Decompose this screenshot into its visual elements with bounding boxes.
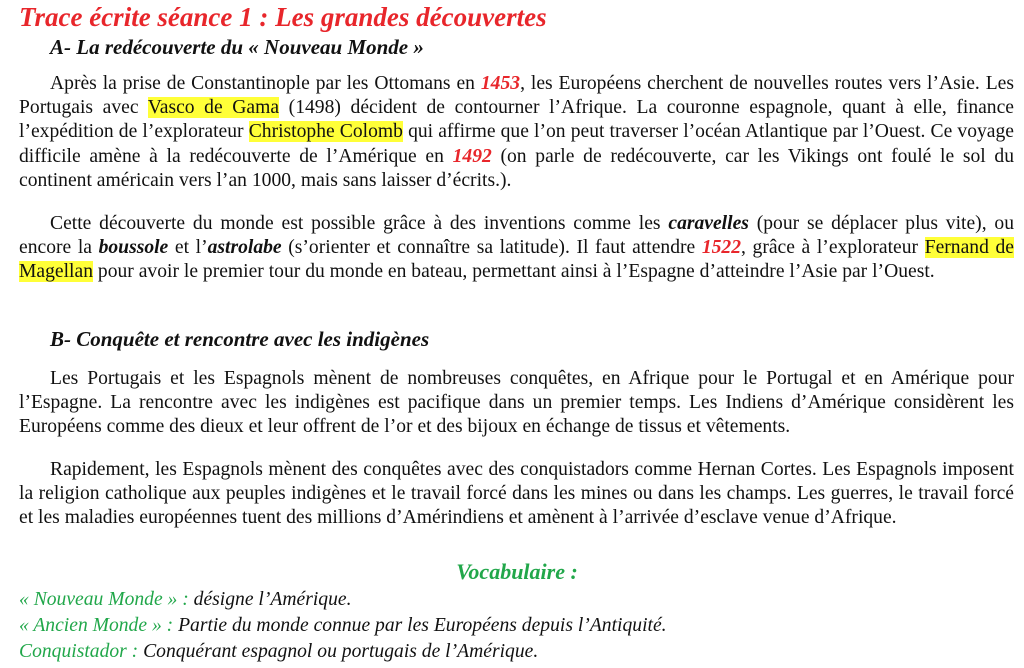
section-b-heading: B- Conquête et rencontre avec les indigènes (50, 327, 430, 351)
document-title: Trace écrite séance 1 : Les grandes découvertes (19, 2, 547, 32)
vocabulary-entry (19, 640, 538, 664)
highlight-fernand-de-magellan: Fernand de Magellan (19, 237, 1014, 283)
date-1492: 1492 (452, 145, 492, 167)
vocabulary-entry (19, 588, 351, 612)
section-a-heading: A- La redécouverte du « Nouveau Monde » (50, 35, 424, 59)
keyword-caravelles: caravelles (668, 213, 749, 234)
keyword-astrolabe: astrolabe (207, 237, 282, 259)
keyword-boussole: boussole (98, 237, 169, 259)
vocabulary-definition: Partie du monde connue par les Européens depuis l’Antiquité. (173, 615, 667, 636)
vocabulary-definition: désigne l’Amérique. (188, 589, 352, 610)
vocabulary-term: « Nouveau Monde » : (19, 589, 189, 610)
vocabulary-term: Conquistador : (19, 641, 139, 662)
vocabulary-definition: Conquérant espagnol ou portugais de l’Amérique. (138, 641, 539, 662)
highlight-christophe-colomb: Christophe Colomb (248, 121, 403, 143)
section-a-paragraph-2: Cette découverte du monde est possible grâce à des inventions comme les caravelles (pour se déplacer plus vite), ou encore la boussole et l’astrolabe (s’orienter et connaître sa latitude). Il faut attendre 1522, grâce à l’explorateur Fernand de Magellan pour avoir le premier tour du monde en bateau, permettant ainsi à l’Espagne d’atteindre l’Asie par l’Ouest. (19, 213, 1015, 283)
section-b-paragraph-2: Rapidement, les Espagnols mènent des conquêtes avec des conquistadors comme Hernan Cortes. Les Espagnols imposent la religion catholique aux peuples indigènes et le travail forcé dans les mines ou dans les champs. Les guerres, le travail forcé et les maladies européennes tuent des millions d’Amérindiens et amènent à l’arrivée d’esclave venue d’Afrique. (19, 459, 1014, 529)
vocabulary-heading: Vocabulaire : (456, 559, 578, 584)
date-1453: 1453 (480, 73, 521, 94)
section-a-paragraph-1: Après la prise de Constantinople par les Ottomans en 1453, les Européens cherchent de nouvelles routes vers l’Asie. Les Portugais avec Vasco de Gama (1498) décident de contourner l’Afrique. La couronne espagnole, quant à elle, finance l’expédition de l’explorateur Christophe Colomb qui affirme que l’on peut traverser l’océan Atlantique par l’Ouest. Ce voyage difficile amène à la redécouverte de l’Amérique en 1492 (on parle de redécouverte, car les Vikings ont foulé le sol du continent américain vers l’an 1000, mais sans laisser d’écrits.). (19, 73, 1015, 191)
section-b-paragraph-1: Les Portugais et les Espagnols mènent de nombreuses conquêtes, en Afrique pour le Portugal et en Amérique pour l’Espagne. La rencontre avec les indigènes est pacifique dans un premier temps. Les Indiens d’Amérique considèrent les Européens comme des dieux et leur offrent de l’or et des bijoux en échange de tissus et vêtements. (19, 368, 1014, 438)
vocabulary-entry (19, 614, 667, 638)
date-1522: 1522 (701, 237, 742, 259)
vocabulary-term: « Ancien Monde » : (19, 615, 174, 636)
highlight-vasco-de-gama: Vasco de Gama (147, 97, 280, 119)
